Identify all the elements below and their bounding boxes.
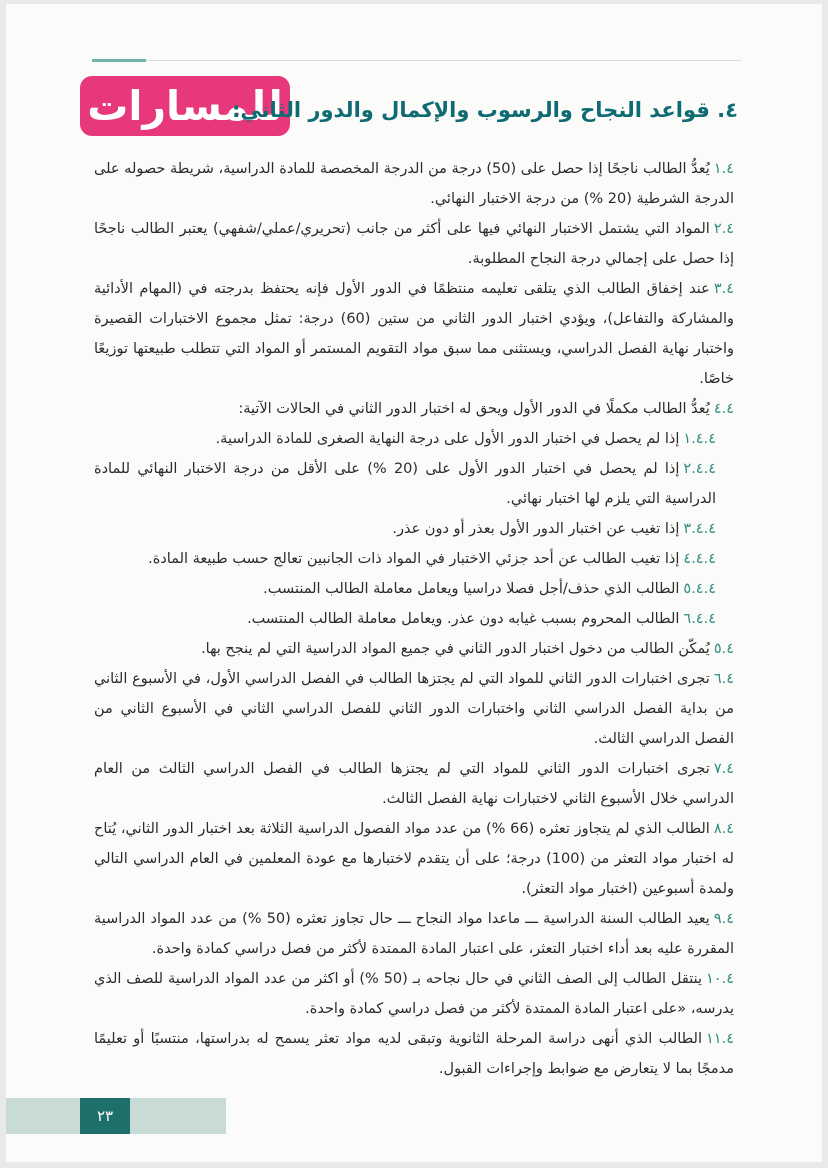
rule-text: يُعدُّ الطالب مكملًا في الدور الأول ويحق له اختبار الدور الثاني في الحالات الآتية: [238, 401, 710, 417]
rule-text: إذا تغيب الطالب عن أحد جزئي الاختبار في المواد ذات الجانبين تعالج حسب طبيعة المادة. [148, 551, 680, 567]
sub-rule-paragraph [94, 574, 734, 604]
page-number: ٢٣ [80, 1098, 130, 1134]
rule-number: ٦.٤.٤ [683, 611, 716, 627]
rule-text: المواد التي يشتمل الاختبار النهائي فيها على أكثر من جانب (تحريري/عملي/شفهي) يعتبر الطالب ناجحًا إذا حصل على إجمالي درجة النجاح المطلوبة. [94, 221, 734, 267]
rule-paragraph [94, 274, 734, 394]
section-badge: للمسارات [80, 76, 290, 136]
rule-paragraph [94, 214, 734, 274]
rule-text: إذا تغيب عن اختبار الدور الأول بعذر أو دون عذر. [392, 521, 680, 537]
rule-paragraph [94, 394, 734, 424]
rule-text: الطالب الذي أنهى دراسة المرحلة الثانوية وتبقى لديه مواد تعثر يسمح له بدراستها، منتسبًا أو تعليمًا مدمجًا بما لا يتعارض مع ضوابط وإجراءات القبول. [94, 1031, 734, 1077]
rule-paragraph [94, 1024, 734, 1084]
rule-text: إذا لم يحصل في اختبار الدور الأول على درجة النهاية الصغرى للمادة الدراسية. [215, 431, 680, 447]
rule-number: ٩.٤ [713, 911, 734, 927]
rule-text: الطالب الذي لم يتجاوز تعثره (66 %) من عدد مواد الفصول الدراسية الثلاثة بعد اختبار الدور الثاني، يُتاح له اختبار مواد التعثر من (100) درجة؛ على أن يتقدم لاختبارها مع عودة المعلمين في العام الدراسي التالي ولمدة أسبوعين (اختبار مواد التعثر). [94, 821, 734, 897]
rule-number: ٢.٤.٤ [683, 461, 716, 477]
rule-number: ٤.٤ [713, 401, 734, 417]
rule-paragraph [94, 904, 734, 964]
rule-text: يعيد الطالب السنة الدراسية ـــ ماعدا مواد النجاح ـــ حال تجاوز تعثره (50 %) من عدد المواد الدراسية المقررة عليه بعد أداء اختبار التعثر، على اعتبار المادة الممتدة لأكثر من فصل دراسي كمادة واحدة. [94, 911, 734, 957]
sub-rule-paragraph [94, 424, 734, 454]
rule-text: تجرى اختبارات الدور الثاني للمواد التي لم يجتزها الطالب في الفصل الدراسي الثالث من العام الدراسي خلال الأسبوع الثاني لاختبارات نهاية الفصل الثالث. [94, 761, 734, 807]
rule-text: ينتقل الطالب إلى الصف الثاني في حال نجاحه بـ (50 %) أو اكثر من عدد المواد الدراسية للصف الذي يدرسه، «على اعتبار المادة الممتدة لأكثر من فصل دراسي كمادة واحدة. [94, 971, 734, 1017]
rule-number: ٣.٤ [713, 281, 734, 297]
rule-text: إذا لم يحصل في اختبار الدور الأول على (20 %) على الأقل من درجة الاختبار النهائي للمادة الدراسية التي يلزم لها اختبار نهائي. [94, 461, 716, 507]
rule-number: ٧.٤ [713, 761, 734, 777]
rule-number: ٤.٤.٤ [683, 551, 716, 567]
rule-text: الطالب المحروم بسبب غيابه دون عذر. ويعامل معاملة الطالب المنتسب. [247, 611, 680, 627]
rule-number: ٣.٤.٤ [683, 521, 716, 537]
rule-text: يُعدُّ الطالب ناجحًا إذا حصل على (50) درجة من الدرجة المخصصة للمادة الدراسية، شريطة حصوله على الدرجة الشرطية (20 %) من درجة الاختبار النهائي. [94, 161, 734, 207]
section-heading: ٤. قواعد النجاح والرسوب والإكمال والدور الثاني: [232, 98, 738, 122]
rule-text: الطالب الذي حذف/أجل فصلا دراسيا ويعامل معاملة الطالب المنتسب. [263, 581, 680, 597]
sub-rule-paragraph [94, 454, 734, 514]
rule-number: ٢.٤ [713, 221, 734, 237]
rule-paragraph [94, 664, 734, 754]
rule-number: ٨.٤ [713, 821, 734, 837]
document-page [6, 4, 822, 1162]
rule-number: ٥.٤ [713, 641, 734, 657]
rule-text: عند إخفاق الطالب الذي يتلقى تعليمه منتظمًا في الدور الأول فإنه يحتفظ بدرجته في (المهام الأدائية والمشاركة والتفاعل)، ويؤدي اختبار الدور الثاني من ستين (60) درجة: تمثل مجموع الاختبارات القصيرة واختبار نهاية الفصل الدراسي، ويستثنى مما سبق مواد التقويم المستمر أو المواد التي تتطلب طبيعتها توزيعًا خاصًا. [94, 281, 735, 387]
top-rule [96, 60, 741, 61]
rule-number: ١.٤ [713, 161, 734, 177]
sub-rule-paragraph [94, 514, 734, 544]
rule-paragraph [94, 754, 734, 814]
rule-paragraph [94, 814, 734, 904]
rule-paragraph [94, 634, 734, 664]
rule-number: ١.٤.٤ [683, 431, 716, 447]
rule-number: ٦.٤ [713, 671, 734, 687]
rule-paragraph [94, 154, 734, 214]
rule-text: يُمكّن الطالب من دخول اختبار الدور الثاني في جميع المواد الدراسية التي لم ينجح بها. [201, 641, 710, 657]
rule-number: ٥.٤.٤ [683, 581, 716, 597]
rule-text: تجرى اختبارات الدور الثاني للمواد التي لم يجتزها الطالب في الفصل الدراسي الأول، في الأسبوع الثاني من بداية الفصل الدراسي الثاني واختبارات الدور الثاني للفصل الدراسي الثاني في الأسبوع الثاني من الفصل الدراسي الثالث. [94, 671, 734, 747]
rules-content [94, 154, 734, 1084]
rule-number: ١١.٤ [706, 1031, 734, 1047]
rule-paragraph [94, 964, 734, 1024]
sub-rule-paragraph [94, 544, 734, 574]
top-accent-line [92, 59, 146, 62]
sub-rule-paragraph [94, 604, 734, 634]
rule-number: ١٠.٤ [706, 971, 734, 987]
